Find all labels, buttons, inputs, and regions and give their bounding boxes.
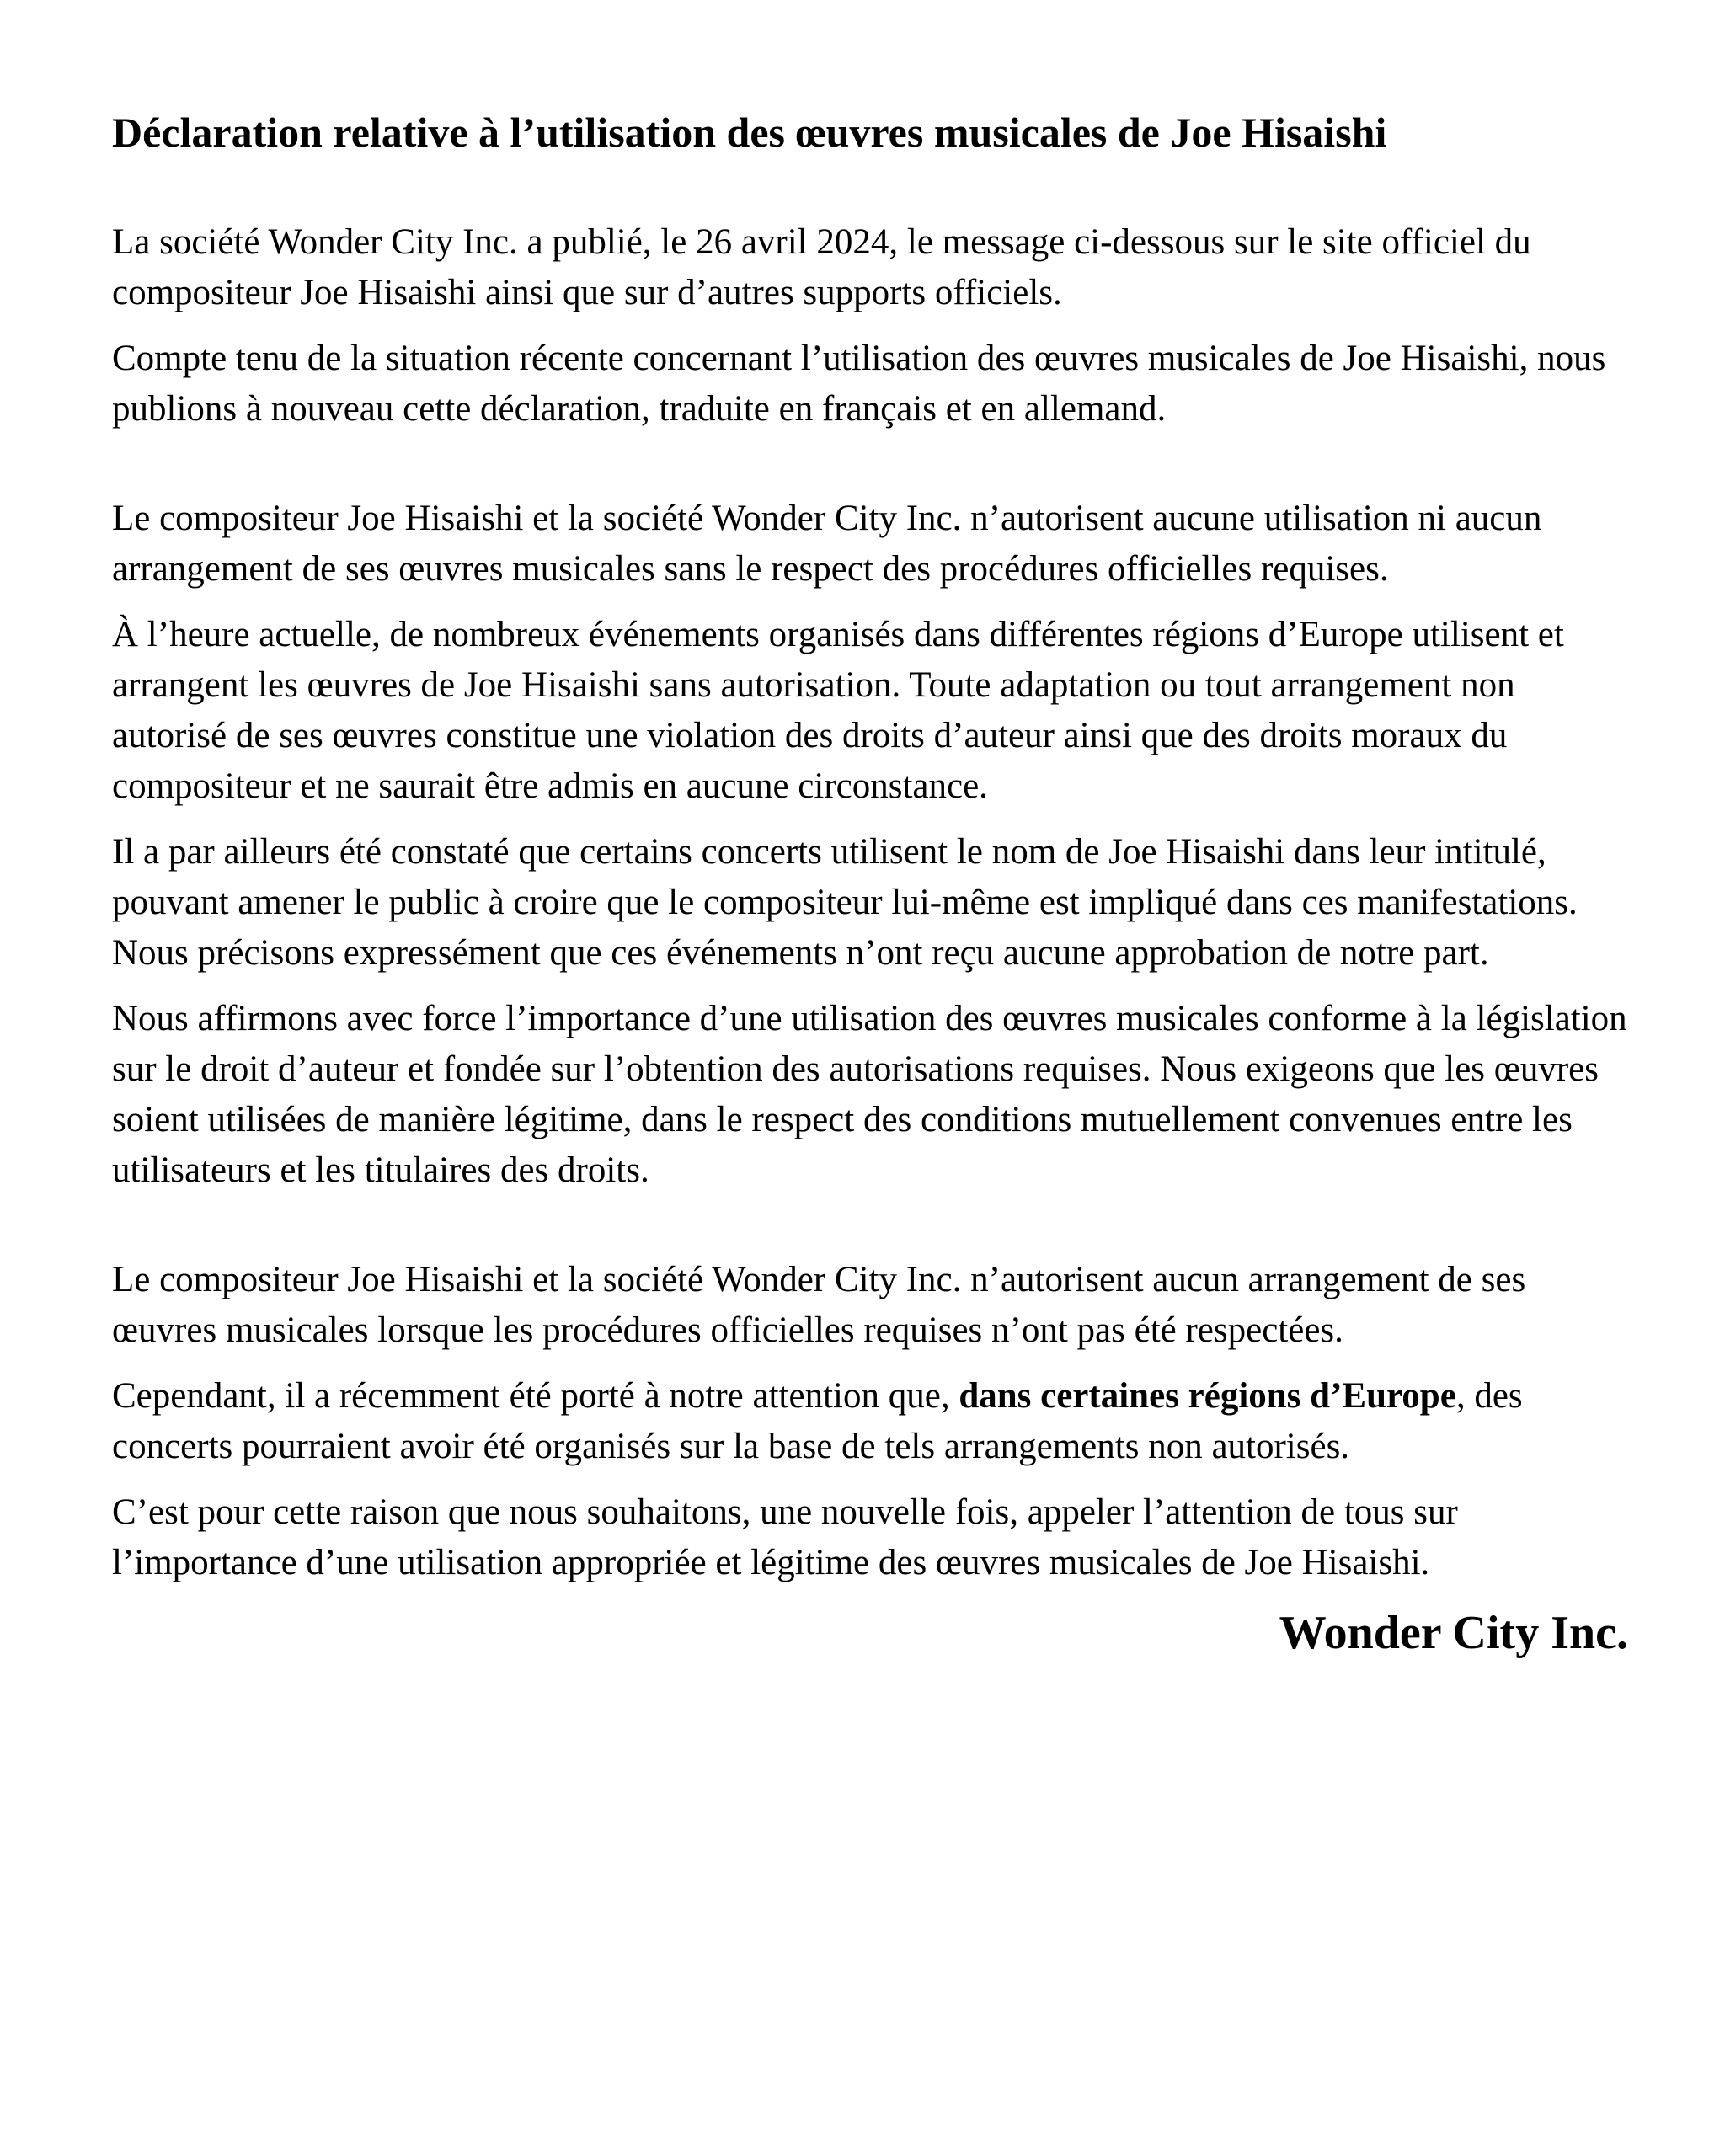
paragraph-statement-concert-naming: Il a par ailleurs été constaté que certains concerts utilisent le nom de Joe Hisaishi dans leur intitulé, pouvant amener le public à croire que le compositeur lui-même est impliqué dans ces manifestations. Nous précisons expressément que ces événements n’ont reçu aucune approbation de notre part. (112, 832, 1578, 973)
paragraph-statement-legitimate-use: Nous affirmons avec force l’importance d’une utilisation des œuvres musicales conforme à la législation sur le droit d’auteur et fondée sur l’obtention des autorisations requises. Nous exigeons que les œuvres soient utilisées de manière légitime, dans le respect des conditions mutuellement convenues entre les utilisateurs et les titulaires des droits. (112, 999, 1627, 1190)
document-title: Déclaration relative à l’utilisation des œuvres musicales de Joe Hisaishi (112, 109, 1387, 156)
europe-concerts-bold-phrase: dans certaines régions d’Europe (959, 1376, 1456, 1416)
paragraph-statement-no-arrangement: Le compositeur Joe Hisaishi et la société Wonder City Inc. n’autorisent aucun arrangement de ses œuvres musicales lorsque les procédures officielles requises n’ont pas été respectées. (112, 1260, 1526, 1350)
paragraph-statement-europe-concerts (112, 1371, 1628, 1472)
europe-concerts-suffix: , des concerts pourraient avoir été organisés sur la base de tels arrangements non autorisés. (112, 1376, 1523, 1466)
paragraph-intro-publication: La société Wonder City Inc. a publié, le 26 avril 2024, le message ci-dessous sur le site officiel du compositeur Joe Hisaishi ainsi que sur d’autres supports officiels. (112, 222, 1531, 312)
signature-company-name: Wonder City Inc. (1279, 1607, 1628, 1659)
paragraph-intro-republication: Compte tenu de la situation récente concernant l’utilisation des œuvres musicales de Joe Hisaishi, nous publions à nouveau cette déclaration, traduite en français et en allemand. (112, 339, 1606, 429)
paragraph-statement-current-situation: À l’heure actuelle, de nombreux événements organisés dans différentes régions d’Europe utilisent et arrangent les œuvres de Joe Hisaishi sans autorisation. Toute adaptation ou tout arrangement non autorisé de ses œuvres constitue une violation des droits d’auteur ainsi que des droits moraux du compositeur et ne saurait être admis en aucune circonstance. (112, 615, 1564, 806)
paragraph-statement-no-authorization: Le compositeur Joe Hisaishi et la société Wonder City Inc. n’autorisent aucune utilisation ni aucun arrangement de ses œuvres musicales sans le respect des procédures officielles requises. (112, 499, 1542, 589)
europe-concerts-prefix: Cependant, il a récemment été porté à notre attention que, (112, 1376, 959, 1416)
paragraph-statement-conclusion: C’est pour cette raison que nous souhaitons, une nouvelle fois, appeler l’attention de tous sur l’importance d’une utilisation appropriée et légitime des œuvres musicales de Joe Hisaishi. (112, 1492, 1458, 1582)
